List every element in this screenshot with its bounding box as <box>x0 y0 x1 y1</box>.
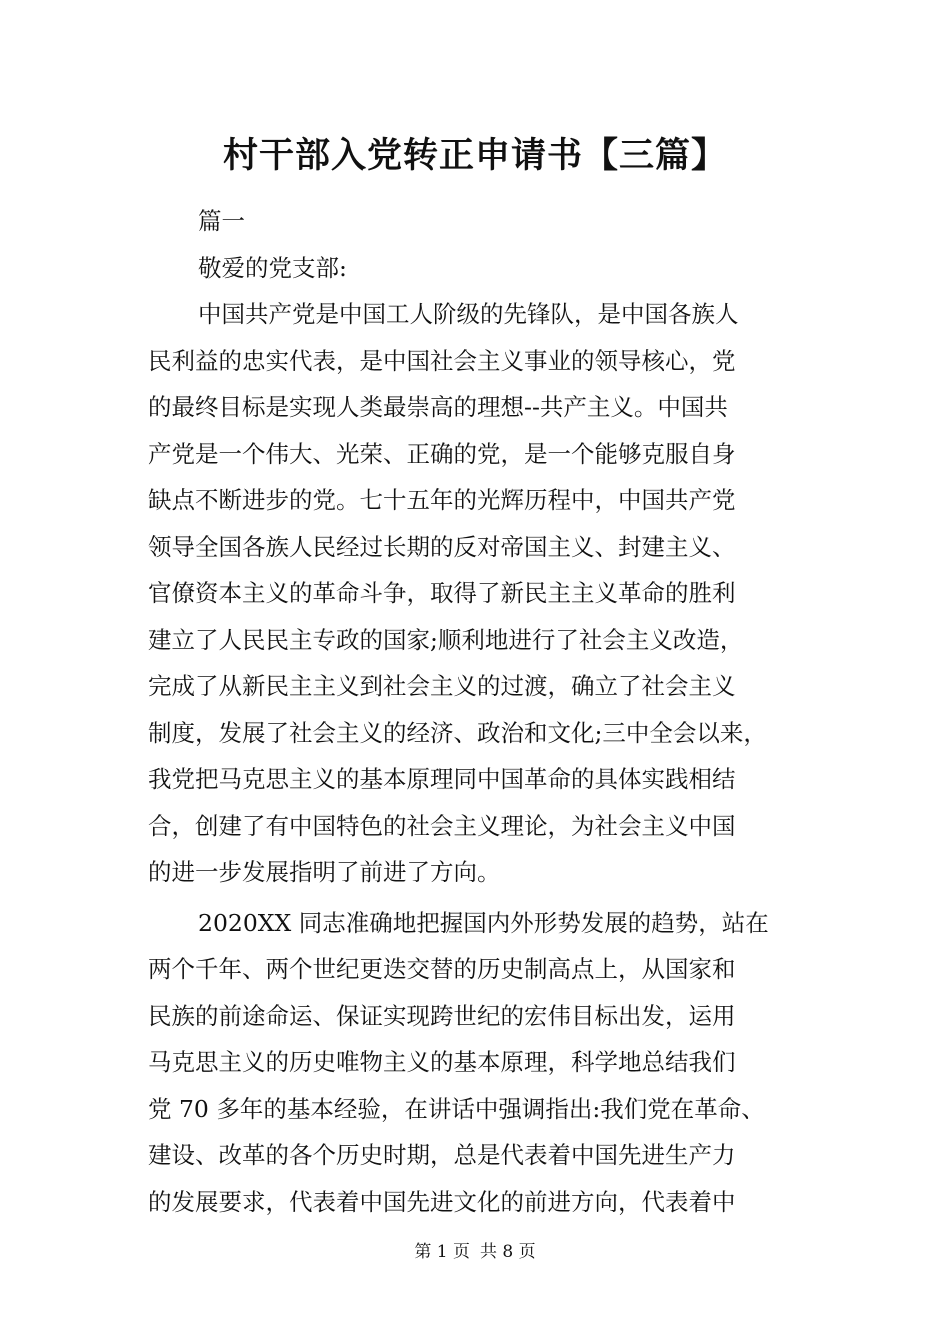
paragraph-line: 的进一步发展指明了前进了方向。 <box>148 858 501 886</box>
paragraph-line: 党 70 多年的基本经验，在讲话中强调指出:我们党在革命、 <box>148 1094 765 1123</box>
paragraph-line: 2020XX 同志准确地把握国内外形势发展的趋势，站在 <box>198 908 769 937</box>
paragraph-2 <box>148 900 812 1226</box>
salutation: 敬爱的党支部: <box>198 253 347 282</box>
paragraph-1 <box>148 291 812 896</box>
paragraph-line: 官僚资本主义的革命斗争，取得了新民主主义革命的胜利 <box>148 579 736 607</box>
page-number: 第 1 页 <box>414 1242 470 1262</box>
paragraph-line: 马克思主义的历史唯物主义的基本原理，科学地总结我们 <box>148 1048 736 1076</box>
paragraph-line: 合，创建了有中国特色的社会主义理论，为社会主义中国 <box>148 811 736 840</box>
paragraph-line: 中国共产党是中国工人阶级的先锋队，是中国各族人 <box>198 300 739 328</box>
section-label: 篇一 <box>198 207 245 235</box>
paragraph-line: 建立了人民民主专政的国家;顺利地进行了社会主义改造， <box>148 625 744 654</box>
paragraph-line: 民利益的忠实代表，是中国社会主义事业的领导核心，党 <box>148 346 736 375</box>
document-body <box>148 198 812 1225</box>
paragraph-line: 的最终目标是实现人类最崇高的理想--共产主义。中国共 <box>148 393 728 421</box>
paragraph-line: 建设、改革的各个历史时期，总是代表着中国先进生产力 <box>148 1141 736 1169</box>
paragraph-line: 的发展要求，代表着中国先进文化的前进方向，代表着中 <box>148 1187 736 1216</box>
page-total: 共 8 页 <box>480 1242 536 1262</box>
paragraph-line: 产党是一个伟大、光荣、正确的党，是一个能够克服自身 <box>148 439 736 468</box>
document-title: 村干部入党转正申请书【三篇】 <box>222 135 727 176</box>
paragraph-line: 领导全国各族人民经过长期的反对帝国主义、封建主义、 <box>148 532 736 561</box>
paragraph-line: 我党把马克思主义的基本原理同中国革命的具体实践相结 <box>148 765 736 793</box>
paragraph-line: 缺点不断进步的党。七十五年的光辉历程中，中国共产党 <box>148 486 736 514</box>
paragraph-line: 完成了从新民主主义到社会主义的过渡，确立了社会主义 <box>148 672 736 700</box>
paragraph-line: 制度，发展了社会主义的经济、政治和文化;三中全会以来， <box>148 718 767 747</box>
paragraph-line: 两个千年、两个世纪更迭交替的历史制高点上，从国家和 <box>148 955 736 983</box>
paragraph-line: 民族的前途命运、保证实现跨世纪的宏伟目标出发，运用 <box>148 1001 736 1030</box>
page-footer <box>0 1240 950 1264</box>
